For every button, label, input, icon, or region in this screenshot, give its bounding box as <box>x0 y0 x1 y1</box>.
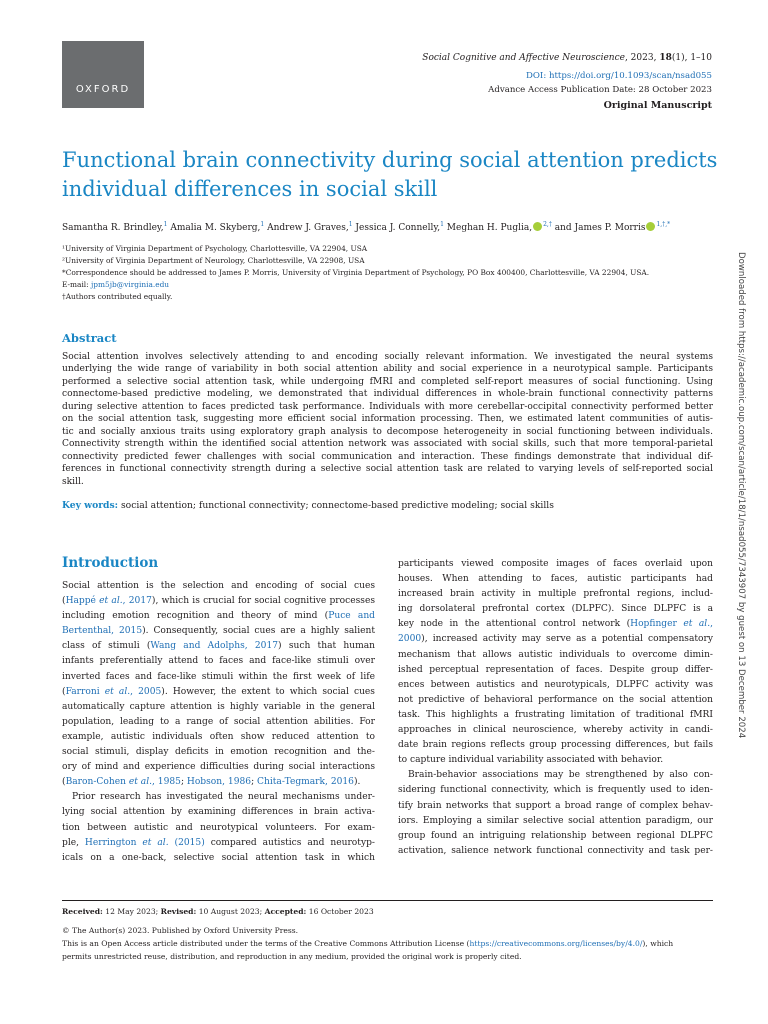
download-watermark: Downloaded from https://academic.oup.com/scan/article/18/1/nsad055/7343907 by guest on 13 December 2024 <box>736 252 746 739</box>
journal-citation: Social Cognitive and Affective Neuroscience, 2023, 18(1), 1–10 <box>422 53 712 63</box>
text-line: tify brain networks that support a broad range of complex behav- <box>398 800 713 811</box>
text-line: (Farroni et al., 2005). However, the extent to which social cues <box>62 686 375 697</box>
citation-link[interactable]: Hobson, 1986 <box>186 777 252 788</box>
abstract-line: connectome-based predictive modeling, we demonstrated that individual differences in whole-brain functional connectivity patterns <box>62 389 713 400</box>
email-line: E-mail: jpm5jb@virginia.edu <box>62 280 170 289</box>
text-line: houses. When attending to faces, autistic participants had <box>398 574 713 585</box>
citation-link[interactable]: Happé <box>65 596 100 607</box>
email-link[interactable]: jpm5jb@virginia.edu <box>91 280 170 289</box>
text-line: date brain regions reflects group processing differences, but fails <box>398 740 713 751</box>
text-line: icals on a one-back, selective social attention task in which <box>62 852 375 863</box>
copyright-line: © The Author(s) 2023. Published by Oxford University Press. <box>62 926 299 935</box>
citation-link[interactable]: Baron-Cohen <box>65 777 129 788</box>
text-line: activation, salience network functional connectivity and task per- <box>398 845 713 856</box>
citation-link[interactable]: , 2005 <box>130 686 162 697</box>
citation-link[interactable]: (2015) <box>168 837 205 848</box>
text-line: 2000), increased activity may serve as a potential compensatory <box>398 634 713 645</box>
text-line: mechanism that allows autistic individuals to overcome dimin- <box>398 649 713 660</box>
abstract-line: Social attention involves selectively attending to and encoding socially relevant information. We investigated the neural systems <box>62 352 713 362</box>
abstract-line: tic and socially anxious traits using exploratory graph analysis to decompose heterogeneity in social functioning between individuals. <box>62 426 713 437</box>
abstract-heading: Abstract <box>62 331 117 345</box>
text-line: infants preferentially attend to faces and face-like stimuli over <box>62 656 375 667</box>
correspondence-note: *Correspondence should be addressed to James P. Morris, University of Virginia Department of Psychology, PO Box 400400, Charlottesville, VA 22904, USA. <box>62 268 650 277</box>
text-line: tion between autistic and neurotypical volunteers. For exam- <box>62 822 375 833</box>
affiliation-1: ¹University of Virginia Department of Psychology, Charlottesville, VA 22904, USA <box>62 244 368 253</box>
text-line: task. This highlights a frustrating limitation of traditional fMRI <box>398 709 713 720</box>
abstract-line: skill. <box>62 476 84 487</box>
orcid-icon[interactable] <box>646 222 655 231</box>
introduction-heading: Introduction <box>62 555 159 571</box>
text-line: ple, Herrington et al. (2015) compared autistics and neurotyp- <box>62 837 375 848</box>
citation-link[interactable]: , <box>710 619 713 630</box>
citation-link[interactable]: , 2017 <box>122 596 152 607</box>
citation-link[interactable]: Farroni <box>65 686 105 697</box>
text-line: ences between autistics and neurotypicals, DLPFC activity was <box>398 679 713 690</box>
text-line: lying social attention by examining differences in brain activa- <box>62 807 375 818</box>
text-line: iors. Employing a similar selective social attention paradigm, our <box>398 815 713 826</box>
footer-divider <box>62 900 713 901</box>
license-line-1: This is an Open Access article distributed under the terms of the Creative Commons Attribution License (https://creativecommons.org/licenses/by/4.0/), which <box>62 939 674 948</box>
abstract-line: during selective attention to faces predicted task performance. Individuals with more cerebellar-occipital connectivity performed better <box>62 401 713 412</box>
text-line: increased brain activity in multiple prefrontal regions, includ- <box>398 589 713 600</box>
text-line: sidering functional connectivity, which is frequently used to iden- <box>398 785 713 796</box>
text-line: (Baron-Cohen et al., 1985; Hobson, 1986; Chita-Tegmark, 2016). <box>62 777 361 788</box>
text-line: approaches in clinical neuroscience, whereby activity in candi- <box>398 725 713 736</box>
text-line: not predictive of behavioral performance on the social attention <box>398 694 713 705</box>
text-line: key node in the attentional control network (Hopfinger et al., <box>398 619 713 630</box>
text-line: group found an intriguing relationship between regional DLPFC <box>398 830 713 841</box>
text-line: Brain-behavior associations may be strengthened by also con- <box>408 770 713 781</box>
article-title: Functional brain connectivity during social attention predicts individual differences in social skill <box>62 148 718 201</box>
abstract-line: underlying the wide range of variability in both social attention ability and social experience in a neurotypical sample. Participants <box>62 364 713 375</box>
citation-link[interactable]: Bertenthal, 2015 <box>62 626 143 637</box>
text-line: class of stimuli (Wang and Adolphs, 2017) such that human <box>62 641 375 652</box>
citation-link[interactable]: et al. <box>99 596 123 607</box>
text-line: ing dorsolateral prefrontal cortex (DLPFC). Since DLPFC is a <box>398 604 713 615</box>
license-line-2: permits unrestricted reuse, distribution, and reproduction in any medium, provided the original work is properly cited. <box>62 952 522 961</box>
text-line: example, autistic individuals often show reduced attention to <box>62 731 375 742</box>
text-line: automatically capture attention is highly variable in the general <box>62 701 375 712</box>
dates-line: Received: 12 May 2023; Revised: 10 August 2023; Accepted: 16 October 2023 <box>62 907 374 916</box>
text-line: Social attention is the selection and encoding of social cues <box>62 581 375 591</box>
text-line: participants viewed composite images of faces overlaid upon <box>398 559 713 569</box>
abstract-line: connectivity predicted fewer challenges with social communication and interaction. These findings demonstrate that individual dif- <box>62 451 713 462</box>
text-line: ory of mind and experience difficulties during social interactions <box>62 762 375 773</box>
text-line: inverted faces and face-like stimuli within the first week of life <box>62 671 375 682</box>
abstract-line: ferences in functional connectivity strength during a selective social attention task are related to varying levels of self-reported social <box>62 464 713 475</box>
equal-contribution-note: †Authors contributed equally. <box>62 292 173 301</box>
citation-link[interactable]: Wang and Adolphs, 2017 <box>150 641 279 652</box>
citation-link[interactable]: 2000 <box>398 634 422 645</box>
keywords: Key words: social attention; functional connectivity; connectome-based predictive modeling; social skills <box>62 500 554 511</box>
citation-link[interactable]: , 1985 <box>152 777 181 788</box>
intro-left-column <box>62 579 375 866</box>
text-line: population, leading to a range of social attention abilities. For <box>62 716 375 727</box>
text-line: (Happé et al., 2017), which is crucial for social cognitive processes <box>62 596 375 607</box>
abstract-line: on the social attention task, suggesting more efficient social information processing. Then, we estimated latent communities of autis- <box>62 414 713 425</box>
advance-access-date: Advance Access Publication Date: 28 October 2023 <box>488 85 712 95</box>
abstract-line: performed a selective social attention task, while undergoing fMRI and completed self-report measures of social functioning. Using <box>62 376 713 387</box>
citation-link[interactable]: Herrington <box>84 837 143 848</box>
abstract-line: Connectivity strength within the identified social attention network was associated with social skills, such that more temporal-parietal <box>62 439 713 450</box>
author-list: Samantha R. Brindley,$^1$ Amalia M. Skyberg,$^1$ Andrew J. Graves,$^1$ Jessica J. Connelly,$^1$ Meghan H. Puglia, $^{2,\dagger}$ and James P. Morris $^{1,\dagger,*}$ <box>62 221 671 233</box>
text-line: to capture individual variability associated with behavior. <box>398 755 664 766</box>
text-line: ished perceptual representation of faces. Despite group differ- <box>398 664 713 675</box>
citation-link[interactable]: et al. <box>104 686 131 697</box>
manuscript-type: Original Manuscript <box>603 100 712 111</box>
orcid-icon[interactable] <box>533 222 542 231</box>
citation-link[interactable]: et al. <box>128 777 152 788</box>
citation-link[interactable]: et al. <box>142 837 169 848</box>
abstract-text <box>62 351 713 488</box>
text-line: Prior research has investigated the neural mechanisms under- <box>72 792 375 803</box>
logo-text: OXFORD <box>75 84 131 95</box>
oxford-logo <box>62 41 144 108</box>
citation-link[interactable]: Hopfinger <box>630 619 684 630</box>
citation-link[interactable]: Chita-Tegmark, 2016 <box>257 777 354 788</box>
citation-link[interactable]: Puce and <box>328 611 375 622</box>
citation-link[interactable]: et al. <box>683 619 711 630</box>
affiliation-2: ²University of Virginia Department of Neurology, Charlottesville, VA 22908, USA <box>62 256 365 265</box>
intro-right-column <box>398 557 713 859</box>
text-line: including emotion recognition and theory of mind (Puce and <box>62 611 375 622</box>
text-line: Bertenthal, 2015). Consequently, social cues are a highly salient <box>62 626 375 637</box>
text-line: social stimuli, display deficits in emotion recognition and the- <box>62 747 375 758</box>
doi-link[interactable]: DOI: https://doi.org/10.1093/scan/nsad055 <box>525 71 712 81</box>
license-link[interactable]: https://creativecommons.org/licenses/by/4.0/ <box>469 939 643 948</box>
